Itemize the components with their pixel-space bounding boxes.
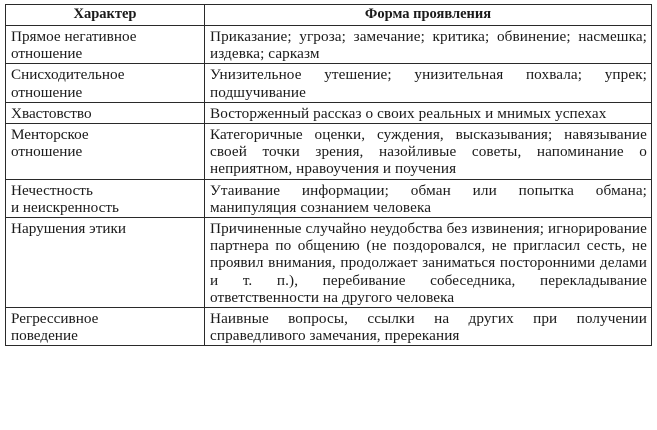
- row-character: [6, 179, 205, 217]
- row-character: [6, 64, 205, 102]
- table-row: [6, 102, 652, 123]
- table-row: [6, 64, 652, 102]
- behavior-table: [5, 4, 652, 346]
- row-form: Унизительное утешение; унизительная похвала; упрек; подшучивание: [205, 64, 652, 102]
- table-row: [6, 308, 652, 346]
- table-row: [6, 218, 652, 308]
- row-form: Причиненные случайно неудобства без извинения; игнорирование партнера по общению (не поздоровался, не пригласил сесть, не проявил внимания, продолжает заниматься посторонними делами и т. п.), перебивание собеседника, перекладывание ответственности на другого человека: [205, 218, 652, 308]
- row-character: [6, 218, 205, 308]
- row-form: Утаивание информации; обман или попытка обмана; манипуляция сознанием человека: [205, 179, 652, 217]
- header-character: Характер: [6, 5, 205, 26]
- table-row: [6, 179, 652, 217]
- row-form: Восторженный рассказ о своих реальных и мнимых успехах: [205, 102, 652, 123]
- cell-character-text: Прямое негативное отношение: [11, 28, 137, 63]
- row-character: [6, 26, 205, 64]
- cell-character-text: Нечестность и неискренность: [11, 181, 119, 216]
- table-row: [6, 26, 652, 64]
- cell-character-text: Нарушения этики: [11, 220, 126, 238]
- table-header: [6, 5, 652, 26]
- row-form: Приказание; угроза; замечание; критика; обвинение; насмешка; издевка; сарказм: [205, 26, 652, 64]
- cell-character-text: Регрессивное поведение: [11, 310, 99, 345]
- row-form: Категоричные оценки, суждения, высказывания; навязывание своей точки зрения, назойливые советы, напоминание о неприятном, нравоучения и поучения: [205, 124, 652, 180]
- table-body: [6, 26, 652, 346]
- row-character: [6, 124, 205, 180]
- table-row: [6, 124, 652, 180]
- cell-character-text: Снисходительное отношение: [11, 66, 125, 101]
- cell-character-text: Хвастовство: [11, 104, 92, 122]
- cell-character-text: Менторское отношение: [11, 126, 89, 161]
- row-character: [6, 308, 205, 346]
- header-row: [6, 5, 652, 26]
- row-form: Наивные вопросы, ссылки на других при получении справедливого замечания, пререкания: [205, 308, 652, 346]
- row-character: [6, 102, 205, 123]
- header-form: Форма проявления: [205, 5, 652, 26]
